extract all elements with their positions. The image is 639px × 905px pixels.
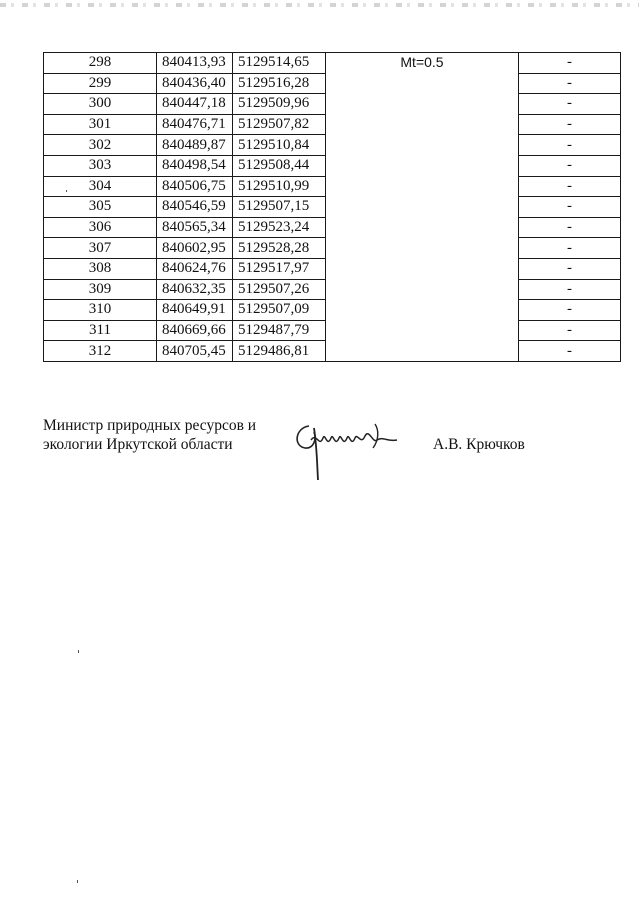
dash-cell: - — [519, 238, 621, 259]
signatory-title — [43, 416, 256, 454]
dash-cell: - — [519, 94, 621, 115]
y-coordinate-cell: 5129507,26 — [233, 279, 326, 300]
y-coordinate-cell: 5129523,24 — [233, 217, 326, 238]
point-number-cell: 312 — [44, 341, 157, 362]
y-coordinate-cell: 5129528,28 — [233, 238, 326, 259]
point-number-cell: 310 — [44, 300, 157, 321]
y-coordinate-cell: 5129507,09 — [233, 300, 326, 321]
point-number-cell: 302 — [44, 135, 157, 156]
x-coordinate-cell: 840565,34 — [157, 217, 233, 238]
coordinates-table — [43, 52, 621, 362]
x-coordinate-cell: 840705,45 — [157, 341, 233, 362]
y-coordinate-cell: 5129516,28 — [233, 73, 326, 94]
x-coordinate-cell: 840413,93 — [157, 53, 233, 74]
scan-speck — [66, 190, 67, 192]
point-number-cell: 308 — [44, 258, 157, 279]
y-coordinate-cell: 5129508,44 — [233, 155, 326, 176]
y-coordinate-cell: 5129510,84 — [233, 135, 326, 156]
y-coordinate-cell: 5129510,99 — [233, 176, 326, 197]
x-coordinate-cell: 840506,75 — [157, 176, 233, 197]
signatory-title-line1: Министр природных ресурсов и — [43, 417, 257, 434]
x-coordinate-cell: 840476,71 — [157, 114, 233, 135]
y-coordinate-cell: 5129507,15 — [233, 197, 326, 218]
point-number-cell: 307 — [44, 238, 157, 259]
dash-cell: - — [519, 320, 621, 341]
dash-cell: - — [519, 279, 621, 300]
x-coordinate-cell: 840669,66 — [157, 320, 233, 341]
point-number-cell: 298 — [44, 53, 157, 74]
point-number-cell: 300 — [44, 94, 157, 115]
point-number-cell: 305 — [44, 197, 157, 218]
dash-cell: - — [519, 197, 621, 218]
x-coordinate-cell: 840602,95 — [157, 238, 233, 259]
point-number-cell: 304 — [44, 176, 157, 197]
dash-cell: - — [519, 114, 621, 135]
x-coordinate-cell: 840498,54 — [157, 155, 233, 176]
x-coordinate-cell: 840546,59 — [157, 197, 233, 218]
dash-cell: - — [519, 341, 621, 362]
y-coordinate-cell: 5129486,81 — [233, 341, 326, 362]
dash-cell: - — [519, 53, 621, 74]
scan-header-artifact — [0, 3, 639, 7]
dash-cell: - — [519, 73, 621, 94]
y-coordinate-cell: 5129487,79 — [233, 320, 326, 341]
y-coordinate-cell: 5129517,97 — [233, 258, 326, 279]
x-coordinate-cell: 840632,35 — [157, 279, 233, 300]
y-coordinate-cell: 5129514,65 — [233, 53, 326, 74]
point-number-cell: 311 — [44, 320, 157, 341]
x-coordinate-cell: 840447,18 — [157, 94, 233, 115]
point-number-cell: 301 — [44, 114, 157, 135]
point-number-cell: 299 — [44, 73, 157, 94]
y-coordinate-cell: 5129507,82 — [233, 114, 326, 135]
scan-speck — [77, 880, 78, 883]
dash-cell: - — [519, 258, 621, 279]
coordinates-table-body — [44, 53, 621, 362]
x-coordinate-cell: 840489,87 — [157, 135, 233, 156]
dash-cell: - — [519, 176, 621, 197]
dash-cell: - — [519, 217, 621, 238]
signatory-title-line2: экологии Иркутской области — [43, 436, 233, 453]
accuracy-cell: Mt=0.5 — [326, 53, 519, 362]
point-number-cell: 309 — [44, 279, 157, 300]
dash-cell: - — [519, 300, 621, 321]
point-number-cell: 303 — [44, 155, 157, 176]
x-coordinate-cell: 840436,40 — [157, 73, 233, 94]
table-row — [44, 53, 621, 74]
scan-speck — [78, 650, 79, 653]
x-coordinate-cell: 840649,91 — [157, 300, 233, 321]
dash-cell: - — [519, 135, 621, 156]
x-coordinate-cell: 840624,76 — [157, 258, 233, 279]
signatory-name: А.В. Крючков — [433, 436, 525, 453]
y-coordinate-cell: 5129509,96 — [233, 94, 326, 115]
point-number-cell: 306 — [44, 217, 157, 238]
handwritten-signature — [287, 418, 402, 483]
dash-cell: - — [519, 155, 621, 176]
